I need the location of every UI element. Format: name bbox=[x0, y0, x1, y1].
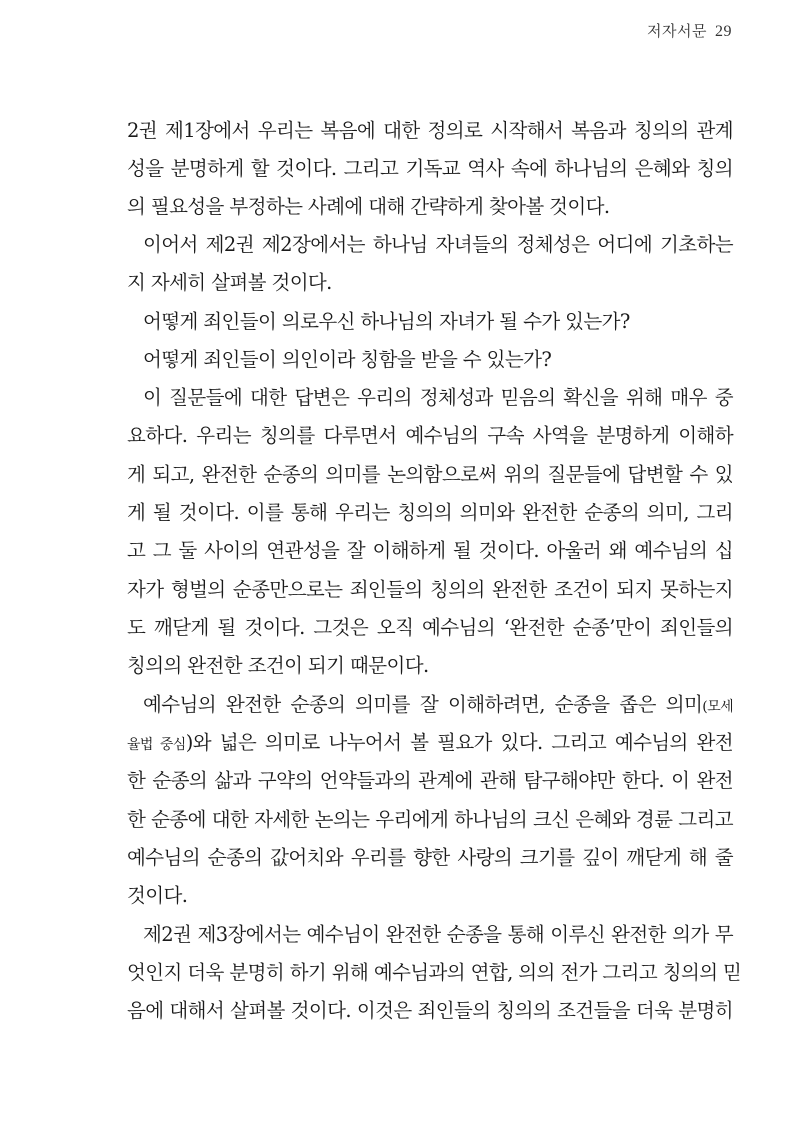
text-line: 예수님의 순종의 값어치와 우리를 향한 사랑의 크기를 깊이 깨닫게 해 줄 bbox=[127, 846, 733, 869]
text-line: 요하다. 우리는 칭의를 다루면서 예수님의 구속 사역을 분명하게 이해하 bbox=[127, 424, 733, 447]
text-line: 지 자세히 살펴볼 것이다. bbox=[127, 271, 332, 294]
question-line: 어떻게 죄인들이 의로우신 하나님의 자녀가 될 수가 있는가? bbox=[143, 310, 630, 333]
text-line: 게 되고, 완전한 순종의 의미를 논의함으로써 위의 질문들에 답변할 수 있 bbox=[127, 463, 733, 486]
running-head bbox=[647, 20, 732, 41]
text-line: 엇인지 더욱 분명히 하기 위해 예수님과의 연합, 의의 전가 그리고 칭의의 믿 bbox=[127, 961, 742, 984]
page-number: 29 bbox=[715, 23, 732, 40]
text-line: 한 순종에 대한 자세한 논의는 우리에게 하나님의 크신 은혜와 경륜 그리고 bbox=[127, 808, 733, 831]
text-line: 한 순종의 삶과 구약의 언약들과의 관계에 관해 탐구해야만 한다. 이 완전 bbox=[127, 769, 733, 792]
text-line: 고 그 둘 사이의 연관성을 잘 이해하게 될 것이다. 아울러 왜 예수님의 십 bbox=[127, 539, 733, 562]
text-line bbox=[127, 690, 733, 720]
text-line: 성을 분명하게 할 것이다. 그리고 기독교 역사 속에 하나님의 은혜와 칭의 bbox=[127, 157, 733, 180]
parenthetical-small-text: (모세 bbox=[702, 699, 733, 715]
section-title: 저자서문 bbox=[647, 22, 707, 40]
text-line: 도 깨닫게 될 것이다. 그것은 오직 예수님의 ‘완전한 순종’만이 죄인들의 bbox=[127, 616, 733, 639]
parenthetical-small-text: 율법 중심 bbox=[127, 737, 186, 753]
line-main-text: )와 넓은 의미로 나누어서 볼 필요가 있다. 그리고 예수님의 완전 bbox=[185, 731, 733, 754]
text-line: 이 질문들에 대한 답변은 우리의 정체성과 믿음의 확신을 위해 매우 중 bbox=[143, 386, 733, 409]
text-line: 제2권 제3장에서는 예수님이 완전한 순종을 통해 이루신 완전한 의가 무 bbox=[143, 923, 733, 946]
question-line: 어떻게 죄인들이 의인이라 칭함을 받을 수 있는가? bbox=[143, 348, 552, 371]
text-line bbox=[127, 728, 733, 758]
text-line: 것이다. bbox=[127, 884, 188, 907]
text-line: 칭의의 완전한 조건이 되기 때문이다. bbox=[127, 654, 429, 677]
text-line: 의 필요성을 부정하는 사례에 대해 간략하게 찾아볼 것이다. bbox=[127, 195, 610, 218]
text-line: 음에 대해서 살펴볼 것이다. 이것은 죄인들의 칭의의 조건들을 더욱 분명히 bbox=[127, 999, 733, 1022]
line-main-text: 예수님의 완전한 순종의 의미를 잘 이해하려면, 순종을 좁은 의미 bbox=[143, 693, 703, 716]
text-line: 2권 제1장에서 우리는 복음에 대한 정의로 시작해서 복음과 칭의의 관계 bbox=[127, 119, 733, 142]
text-line: 게 될 것이다. 이를 통해 우리는 칭의의 의미와 완전한 순종의 의미, 그리 bbox=[127, 501, 733, 524]
text-line: 자가 형벌의 순종만으로는 죄인들의 칭의의 완전한 조건이 되지 못하는지 bbox=[127, 578, 733, 601]
text-line: 이어서 제2권 제2장에서는 하나님 자녀들의 정체성은 어디에 기초하는 bbox=[143, 233, 733, 256]
